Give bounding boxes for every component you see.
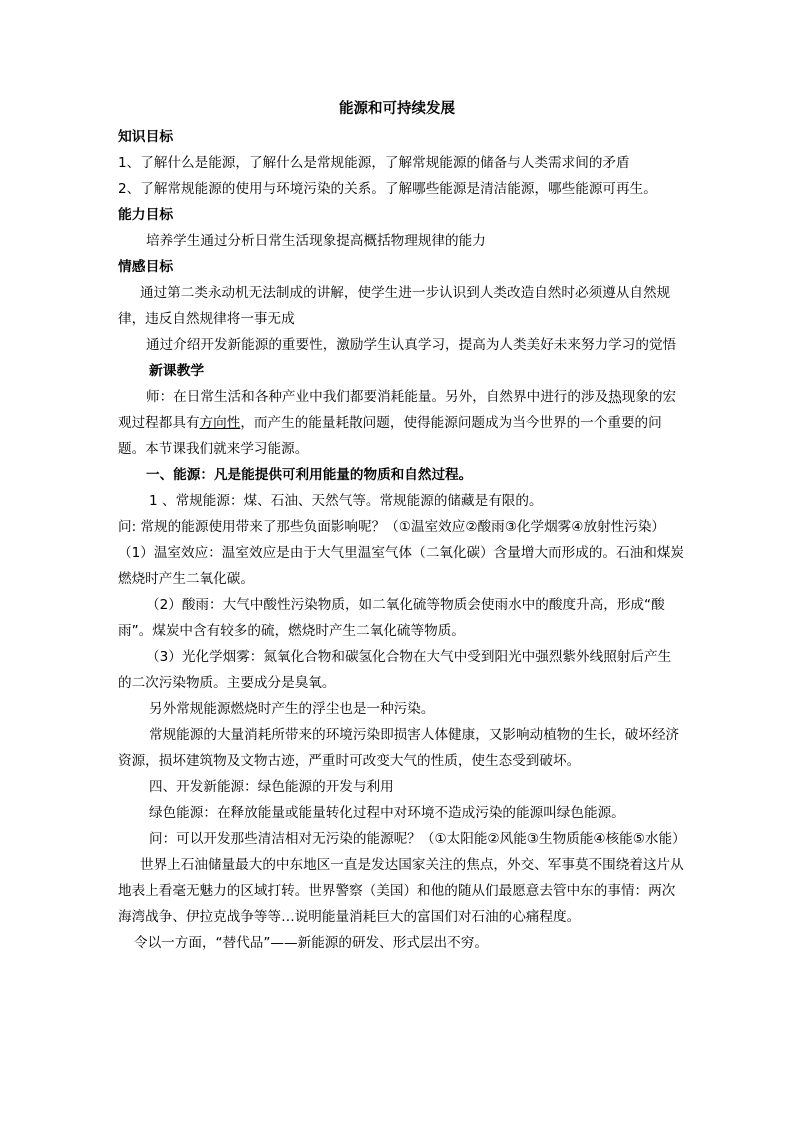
knowledge-item-2: 2、了解常规能源的使用与环境污染的关系。了解哪些能源是清洁能源，哪些能源可再生。 — [118, 181, 657, 197]
emotion-heading: 情感目标 — [118, 259, 174, 275]
green-energy-definition: 绿色能源：在释放能量或能量转化过程中对环境不造成污染的能源叫绿色能源。 — [149, 805, 625, 821]
energy-definition: 一、能源：凡是能提供可利用能量的物质和自然过程。 — [146, 467, 473, 483]
acid-rain: （2）酸雨：大气中酸性污染物质，如二氧化硫等物质会使雨水中的酸度升高，形成“酸雨”。煤炭中含有较多的硫，燃烧时产生二氧化硫等物质。 — [118, 597, 665, 639]
emotion-paragraph-2: 通过介绍开发新能源的重要性，激励学生认真学习，提高为人类美好未来努力学习的觉悟 — [146, 337, 677, 353]
photochemical-smog: （3）光化学烟雾：氮氧化合物和碳氢化合物在大气中受到阳光中强烈紫外线照射后产生的二次污染物质。主要成分是臭氧。 — [118, 649, 672, 691]
new-energy-heading: 四、开发新能源：绿色能源的开发与利用 — [149, 779, 394, 795]
teacher-intro-part-a: 师：在日常生活和各种产业中我们都要消耗能量。另外，自然界中进行的涉及 — [146, 389, 609, 405]
teacher-intro-paragraph — [118, 384, 684, 462]
teacher-intro-direction: 方向性 — [199, 415, 241, 431]
teacher-intro-part-c: ，而产生的能量耗散问题，使得能源问题成为当今世界的一个重要的问题。本节课我们就来学习能源。 — [118, 415, 662, 457]
question-negative-effects: 问: 常规的能源使用带来了那些负面影响呢？（①温室效应②酸雨③化学烟雾④放射性污染） — [118, 519, 666, 535]
emotion-paragraph-1: 通过第二类永动机无法制成的讲解，使学生进一步认识到人类改造自然时必须遵从自然规律，违反自然规律将一事无成 — [118, 285, 671, 327]
substitute-paragraph: 令以一方面，“替代品”——新能源的研发、形式层出不穷。 — [134, 935, 488, 951]
middle-east-paragraph: 世界上石油储量最大的中东地区一直是发达国家关注的焦点，外交、军事莫不围绕着这片从地表上看毫无魅力的区域打转。世界警察（美国）和他的随从们最愿意去管中东的事情：两次海湾战争、伊拉克战争等等…说明能量消耗巨大的富国们对石油的心痛程度。 — [118, 857, 684, 925]
teacher-intro-hot: 热 — [608, 389, 622, 405]
document-body — [118, 124, 684, 956]
teacher-intro-part-b: 现象的宏观过程都具有 — [118, 389, 677, 431]
ability-heading: 能力目标 — [118, 207, 174, 223]
ability-item-1: 培养学生通过分析日常生活现象提高概括物理规律的能力 — [146, 233, 486, 249]
knowledge-item-1: 1、了解什么是能源，了解什么是常规能源，了解常规能源的储备与人类需求间的矛盾 — [118, 155, 630, 171]
greenhouse-effect: （1）温室效应：温室效应是由于大气里温室气体（二氧化碳）含量增大而形成的。石油和煤炭燃烧时产生二氧化碳。 — [118, 545, 684, 587]
question-clean-energy: 问：可以开发那些清洁相对无污染的能源呢？（①太阳能②风能③生物质能④核能⑤水能） — [149, 831, 686, 847]
conventional-energy: 1 、常规能源：煤、石油、天然气等。常规能源的储藏是有限的。 — [149, 493, 543, 509]
knowledge-heading: 知识目标 — [118, 129, 174, 145]
environmental-impact: 常规能源的大量消耗所带来的环境污染即损害人体健康，又影响动植物的生长，破坏经济资源，损坏建筑物及文物古迹，严重时可改变大气的性质，使生态受到破坏。 — [118, 727, 680, 769]
page-title: 能源和可持续发展 — [339, 101, 455, 117]
new-lesson-heading: 新课教学 — [149, 363, 205, 379]
dust-pollution: 另外常规能源燃烧时产生的浮尘也是一种污染。 — [149, 701, 435, 717]
